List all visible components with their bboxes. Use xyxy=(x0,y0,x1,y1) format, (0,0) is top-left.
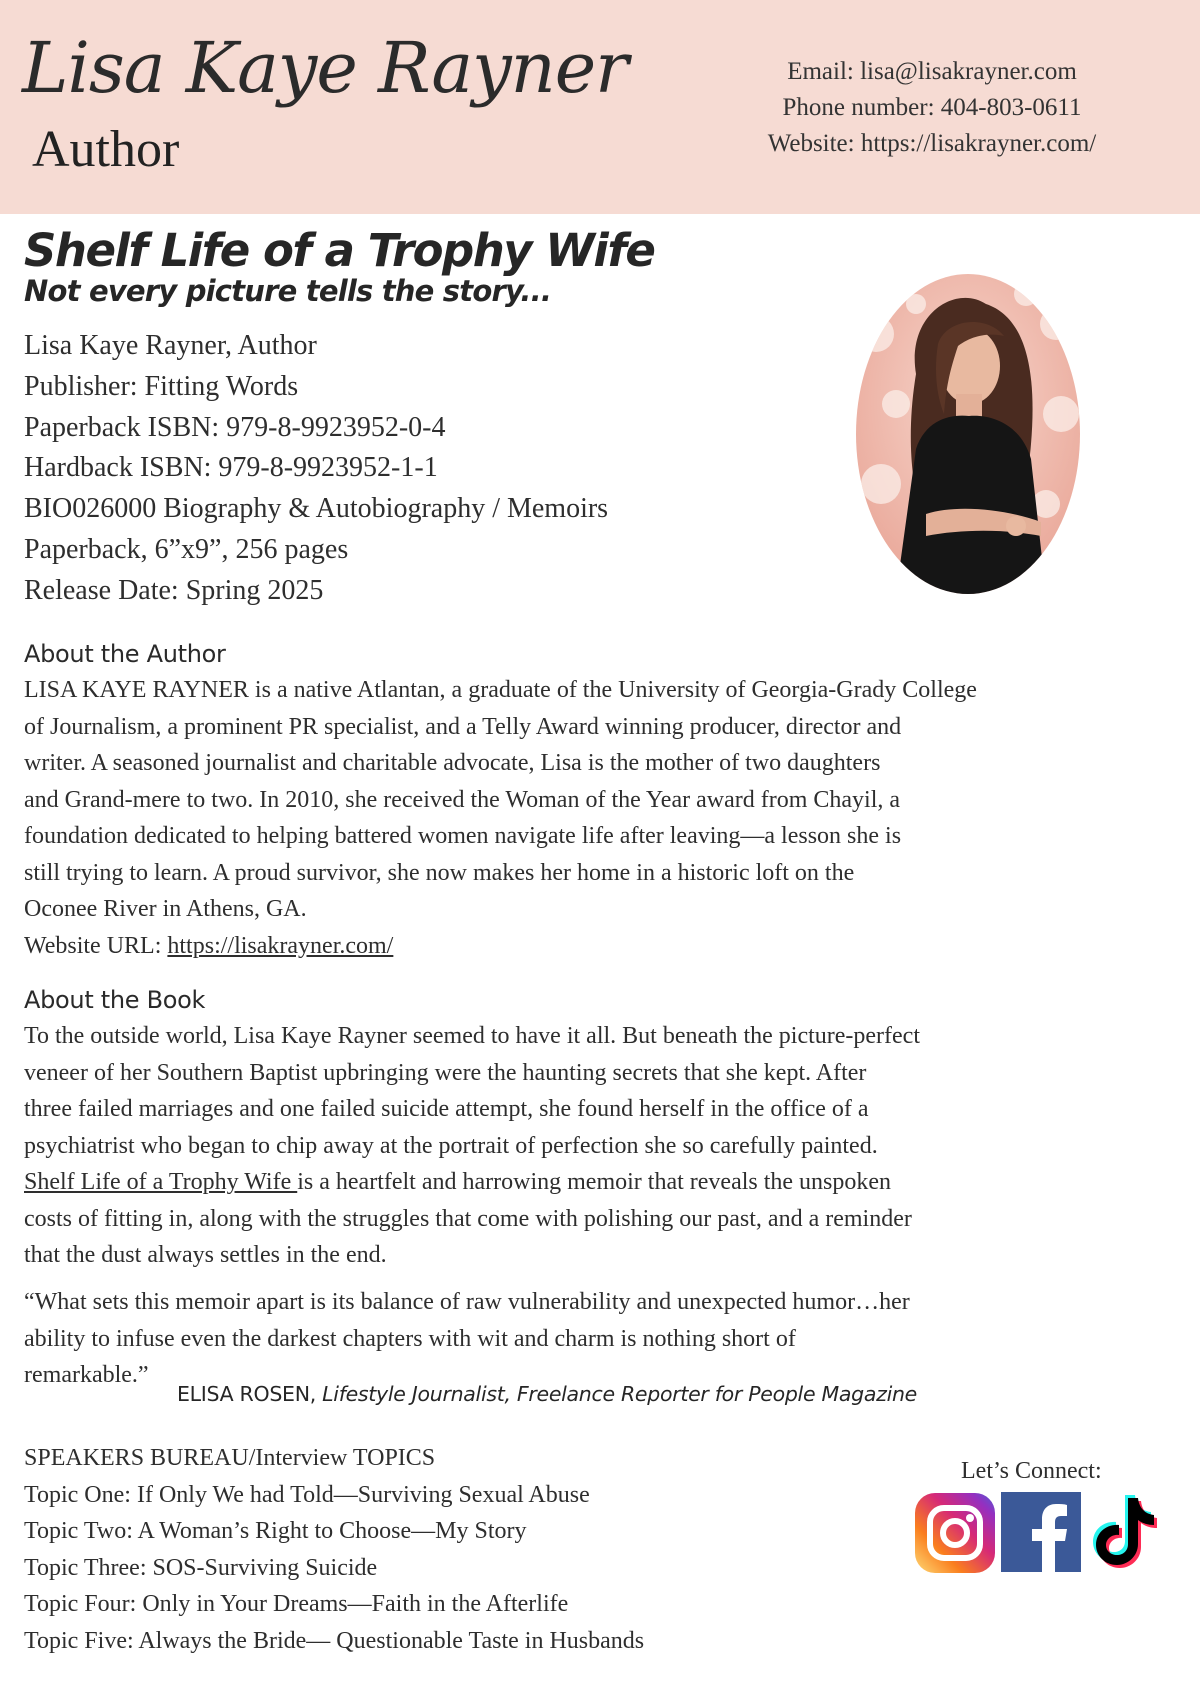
about-book-line-rest: is a heartfelt and harrowing memoir that reveals the unspoken xyxy=(297,1169,892,1195)
about-author-line: and Grand-mere to two. In 2010, she received the Woman of the Year award from Chayil, a xyxy=(24,786,901,813)
quote-line: ability to infuse even the darkest chapters with wit and charm is nothing short of xyxy=(24,1325,796,1352)
detail-category: BIO026000 Biography & Autobiography / Memoirs xyxy=(24,493,609,525)
about-author-line: of Journalism, a prominent PR specialist, and a Telly Award winning producer, director and xyxy=(24,713,902,740)
tiktok-icon[interactable] xyxy=(1090,1492,1160,1572)
detail-paperback-isbn: Paperback ISBN: 979-8-9923952-0-4 xyxy=(24,411,446,443)
facebook-icon[interactable] xyxy=(1001,1492,1081,1572)
book-title: Shelf Life of a Trophy Wife xyxy=(24,224,655,277)
about-book-line: costs of fitting in, along with the struggles that come with polishing our past, and a reminder xyxy=(24,1205,912,1232)
about-book-line: veneer of her Southern Baptist upbringing were the haunting secrets that she kept. After xyxy=(24,1059,867,1086)
about-author-line: foundation dedicated to helping battered women navigate life after leaving—a lesson she is xyxy=(24,823,902,849)
speakers-heading: SPEAKERS BUREAU/Interview TOPICS xyxy=(24,1445,436,1471)
speaker-topic: Topic Two: A Woman’s Right to Choose—My Story xyxy=(24,1518,527,1544)
detail-author: Lisa Kaye Rayner, Author xyxy=(24,330,317,361)
website-label: Website URL: xyxy=(24,932,168,959)
quote-line: “What sets this memoir apart is its balance of raw vulnerability and unexpected humor…her xyxy=(24,1289,910,1315)
portrait-illustration xyxy=(856,274,1080,594)
about-book-text xyxy=(24,1018,920,1274)
contact-email[interactable]: Email: lisa@lisakrayner.com xyxy=(787,58,1077,85)
speaker-topic: Topic One: If Only We had Told—Surviving Sexual Abuse xyxy=(24,1481,590,1508)
quote-attribution xyxy=(177,1382,917,1406)
speaker-topic: Topic Five: Always the Bride— Questionable Taste in Husbands xyxy=(24,1627,645,1654)
about-book-line: three failed marriages and one failed suicide attempt, she found herself in the office of a xyxy=(24,1096,869,1122)
contact-block xyxy=(722,54,1142,162)
book-title-link[interactable]: Shelf Life of a Trophy Wife xyxy=(24,1169,298,1195)
author-portrait xyxy=(856,274,1080,594)
speaker-topic: Topic Three: SOS-Surviving Suicide xyxy=(24,1554,378,1581)
review-quote xyxy=(24,1284,910,1394)
about-book-title-line xyxy=(24,1164,920,1201)
about-book-line: To the outside world, Lisa Kaye Rayner seemed to have it all. But beneath the picture-perfect xyxy=(24,1023,921,1049)
speakers-bureau xyxy=(24,1440,644,1659)
about-book-line: psychiatrist who began to chip away at the portrait of perfection she so carefully painted. xyxy=(24,1132,878,1159)
book-subtitle: Not every picture tells the story... xyxy=(24,274,552,308)
about-author-line: LISA KAYE RAYNER is a native Atlantan, a graduate of the University of Georgia-Grady College xyxy=(24,677,977,703)
about-book-heading: About the Book xyxy=(24,986,206,1014)
quote-author-role: Lifestyle Journalist, Freelance Reporter for People Magazine xyxy=(322,1382,917,1406)
speaker-topic: Topic Four: Only in Your Dreams—Faith in the Afterlife xyxy=(24,1591,569,1617)
author-signature: Lisa Kaye Rayner xyxy=(22,27,628,109)
about-book-line: that the dust always settles in the end. xyxy=(24,1242,387,1268)
quote-author: ELISA ROSEN, xyxy=(177,1382,323,1406)
about-author-heading: About the Author xyxy=(24,640,226,668)
website-link[interactable]: https://lisakrayner.com/ xyxy=(167,932,394,959)
detail-release-date: Release Date: Spring 2025 xyxy=(24,574,324,606)
book-details xyxy=(24,326,608,612)
detail-hardback-isbn: Hardback ISBN: 979-8-9923952-1-1 xyxy=(24,452,438,484)
lets-connect-label: Let’s Connect: xyxy=(961,1458,1102,1484)
author-role: Author xyxy=(32,121,180,178)
instagram-icon[interactable] xyxy=(914,1492,996,1574)
about-author-line: Oconee River in Athens, GA. xyxy=(24,896,307,922)
header-banner xyxy=(0,0,1200,214)
quote-line: remarkable.” xyxy=(24,1362,149,1388)
about-author-line: still trying to learn. A proud survivor, she now makes her home in a historic loft on the xyxy=(24,859,855,886)
contact-website[interactable]: Website: https://lisakrayner.com/ xyxy=(767,130,1097,157)
about-author-line: writer. A seasoned journalist and charitable advocate, Lisa is the mother of two daughters xyxy=(24,750,881,776)
detail-format: Paperback, 6”x9”, 256 pages xyxy=(24,533,349,565)
about-author-text xyxy=(24,672,977,964)
website-line xyxy=(24,928,977,965)
detail-publisher: Publisher: Fitting Words xyxy=(24,370,299,402)
contact-phone[interactable]: Phone number: 404-803-0611 xyxy=(782,94,1082,121)
